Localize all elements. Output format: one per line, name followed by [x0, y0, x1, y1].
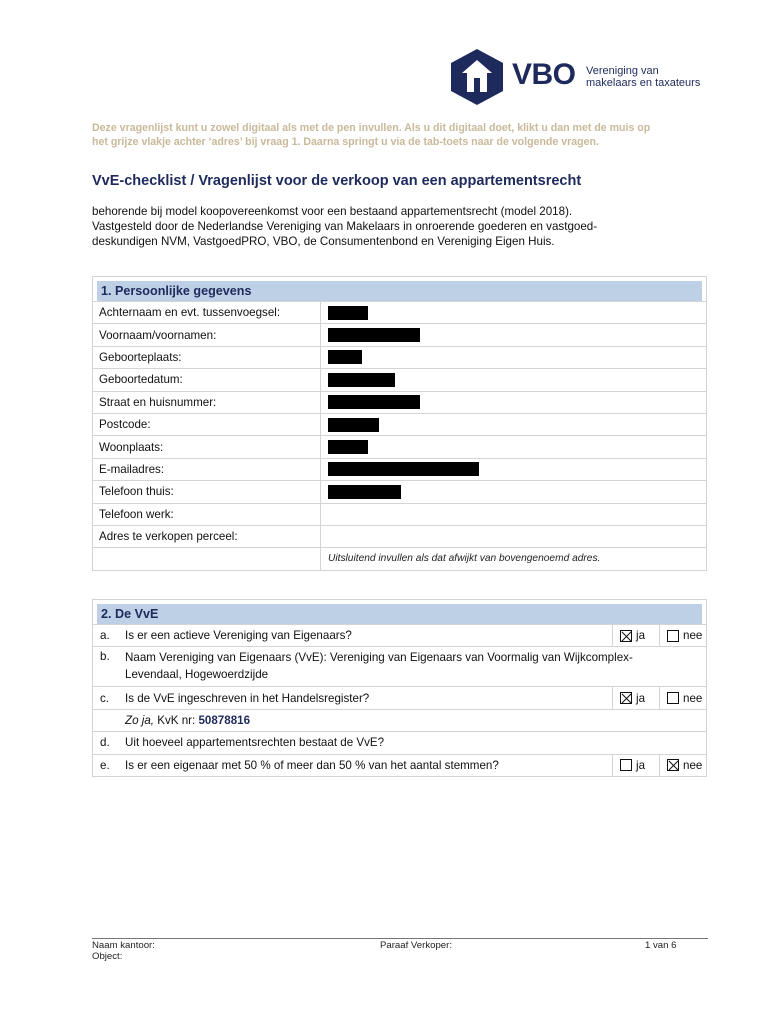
checkbox-empty-icon[interactable] [667, 692, 679, 704]
checkbox-checked-icon[interactable] [667, 759, 679, 771]
document-subtitle: behorende bij model koopovereenkomst voor een bestaand appartementsrecht (model 2018). Vastgesteld door de Nederlandse Vereniging van Makelaars in onroerende goederen en vastgoed- deskundigen NVM, VastgoedPRO, VBO, de Consumentenbond en Vereniging Eigen Huis. [92, 205, 598, 248]
redacted-value [328, 395, 420, 409]
vve-table [92, 599, 707, 777]
field-value[interactable] [321, 369, 706, 390]
field-row [93, 480, 706, 502]
field-label: Telefoon werk: [93, 504, 321, 525]
footer-office: Naam kantoor: Object: [92, 940, 155, 962]
field-value[interactable] [321, 302, 706, 323]
field-row [93, 435, 706, 457]
field-row [93, 413, 706, 435]
redacted-value [328, 373, 395, 387]
no-option[interactable]: nee [659, 687, 706, 708]
section-header [93, 600, 706, 624]
field-label: Geboortedatum: [93, 369, 321, 390]
footer-divider [92, 938, 708, 939]
checkbox-checked-icon[interactable] [620, 630, 632, 642]
redacted-value [328, 306, 368, 320]
field-label: E-mailadres: [93, 459, 321, 480]
no-option[interactable]: nee [659, 755, 706, 776]
question-row-c: c. Is de VvE ingeschreven in het Handelsregister? ja nee [93, 686, 706, 708]
footer-page-number: 1 van 6 [645, 940, 677, 951]
field-label: Achternaam en evt. tussenvoegsel: [93, 302, 321, 323]
yes-option[interactable]: ja [612, 687, 659, 708]
field-value[interactable] [321, 526, 706, 547]
field-value[interactable] [321, 324, 706, 345]
footer-initials: Paraaf Verkoper: [380, 940, 452, 951]
vbo-logo [449, 48, 714, 106]
field-value[interactable] [321, 436, 706, 457]
intro-instructions: Deze vragenlijst kunt u zowel digitaal als met de pen invullen. Als u dit digitaal doet, klikt u dan met de muis op het grijze vlakje achter ‘adres’ bij vraag 1. Daarna springt u via de tab-toets naar de volgende vragen. [92, 122, 651, 148]
redacted-value [328, 485, 401, 499]
no-option[interactable]: nee [659, 625, 706, 646]
question-row-d: d. Uit hoeveel appartementsrechten bestaat de VvE? [93, 731, 706, 753]
section-title-personal: 1. Persoonlijke gegevens [97, 281, 702, 301]
redacted-value [328, 418, 379, 432]
checkbox-checked-icon[interactable] [620, 692, 632, 704]
field-label: Voornaam/voornamen: [93, 324, 321, 345]
yes-option[interactable]: ja [612, 755, 659, 776]
redacted-value [328, 350, 362, 364]
kvk-number[interactable]: 50878816 [198, 713, 251, 727]
redacted-value [328, 440, 368, 454]
yes-option[interactable]: ja [612, 625, 659, 646]
page-title: VvE-checklist / Vragenlijst voor de verkoop van een appartementsrecht [92, 173, 582, 189]
field-value[interactable] [321, 504, 706, 525]
redacted-value [328, 328, 420, 342]
field-value[interactable] [321, 414, 706, 435]
field-row [93, 301, 706, 323]
field-label: Straat en huisnummer: [93, 392, 321, 413]
checkbox-empty-icon[interactable] [620, 759, 632, 771]
field-row [93, 323, 706, 345]
redacted-value [328, 462, 479, 476]
field-row [93, 346, 706, 368]
field-label: Geboorteplaats: [93, 347, 321, 368]
question-row-e: e. Is er een eigenaar met 50 % of meer dan 50 % van het aantal stemmen? ja nee [93, 754, 706, 776]
field-value[interactable] [321, 459, 706, 480]
field-row [93, 391, 706, 413]
question-row-a: a. Is er een actieve Vereniging van Eigenaars? ja nee [93, 624, 706, 646]
question-row-b: b. Naam Vereniging van Eigenaars (VvE): Vereniging van Eigenaars van Voormalig van Wijkcomplex- Levendaal, Hogewoerdzijde [93, 646, 706, 686]
section-header [93, 277, 706, 301]
field-label: Adres te verkopen perceel: [93, 526, 321, 547]
field-value[interactable] [321, 481, 706, 502]
checkbox-empty-icon[interactable] [667, 630, 679, 642]
field-row [93, 368, 706, 390]
kvk-row: Zo ja, KvK nr: 50878816 [93, 709, 706, 731]
personal-details-table [92, 276, 707, 571]
field-label: Woonplaats: [93, 436, 321, 457]
field-value[interactable] [321, 392, 706, 413]
vbo-house-hexagon-icon [449, 48, 505, 106]
address-note: Uitsluitend invullen als dat afwijkt van bovengenoemd adres. [328, 553, 601, 565]
field-label: Telefoon thuis: [93, 481, 321, 502]
section-title-vve: 2. De VvE [97, 604, 702, 624]
note-row [93, 547, 706, 569]
field-value[interactable] [321, 347, 706, 368]
field-row [93, 503, 706, 525]
field-row [93, 525, 706, 547]
logo-wordmark: VBO [512, 58, 576, 91]
logo-tagline: Vereniging van makelaars en taxateurs [586, 65, 701, 89]
field-row [93, 458, 706, 480]
field-label: Postcode: [93, 414, 321, 435]
